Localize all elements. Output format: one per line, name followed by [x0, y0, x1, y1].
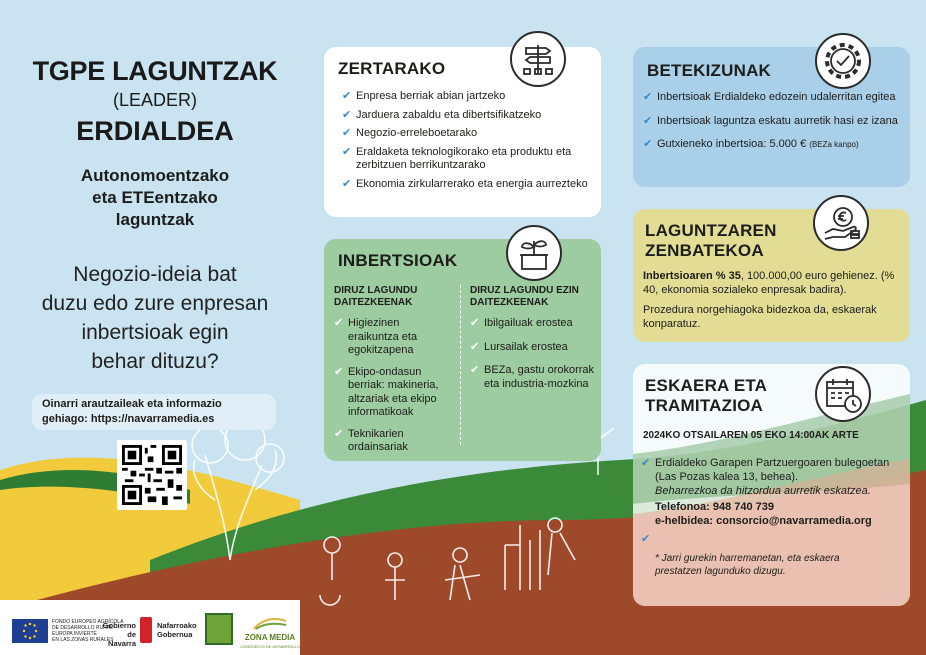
list-item: ✔ Higiezinen eraikuntza eta egokitzapena — [334, 317, 418, 356]
question-text: Negozio-ideia bat duzu edo zure enpresan inbertsioak egin behar dituzu? — [41, 263, 269, 373]
title-region: ERDIALDEA — [76, 116, 234, 146]
footnote-text: * Jarri gurekin harremanetan, eta eskaera prestatzen lagunduko dizugu. — [655, 553, 840, 577]
amount-text: Inbertsioaren % 35, 100.000,00 euro gehienez. (% 40, ekonomia sozialeko enpresak badira). — [643, 270, 895, 296]
procedure-text: Prozedura norgehiagoka bidezkoa da, eskaerak konparatuz. — [643, 304, 877, 330]
info-link-box[interactable]: Oinarri arautzaileak eta informazio gehiago: https://navarramedia.es — [32, 394, 276, 430]
title-leader: (LEADER) — [112, 90, 197, 110]
betekizunak-list — [643, 91, 901, 157]
list-item: ✔ Jarduera zabaldu eta dibertsifikatzeko — [342, 108, 542, 121]
betekizunak-title: BETEKIZUNAK — [647, 61, 772, 80]
signpost-icon — [510, 31, 566, 87]
eu-fund-text: FONDO EUROPEO AGRÍCOLA DE DESARROLLO RURAL: EUROPA INVIERTE EN LAS ZONAS RURALES — [52, 619, 124, 643]
list-item: ✔ Inbertsioak Erdialdeko edozein udalerritan egitea — [643, 91, 896, 103]
inbertsioak-card — [324, 239, 601, 461]
list-item: ✔ Gutxieneko inbertsioa: 5.000 € (BEZa kanpo) — [643, 138, 859, 150]
list-item: ✔ Lursailak erostea — [470, 340, 568, 353]
qr-code-icon — [122, 445, 182, 505]
subtitle: Autonomoentzako eta ETEentzako laguntzak — [80, 166, 230, 229]
non-eligible-list — [470, 317, 595, 396]
leader-logo — [205, 613, 233, 645]
inbertsioak-title: INBERTSIOAK — [338, 251, 458, 270]
list-item: ✔ Inbertsioak laguntza eskatu aurretik hasi ez izana — [643, 114, 898, 127]
zertarako-title: ZERTARAKO — [338, 59, 446, 78]
plant-box-icon — [506, 225, 562, 281]
list-item: ✔ Negozio-erreleboetarako — [342, 127, 478, 139]
deadline-text: 2024KO OTSAILAREN 05 EKO 14:00AK ARTE — [643, 430, 859, 441]
wheat-icon — [250, 615, 290, 631]
qr-code[interactable] — [117, 440, 187, 510]
column-divider — [460, 285, 461, 445]
non-eligible-heading: DIRUZ LAGUNDU EZIN DAITEZKEENAK — [470, 285, 579, 308]
zenbatekoa-title: LAGUNTZAREN ZENBATEKOA — [645, 221, 777, 260]
list-item: ✔ Enpresa berriak abian jartzeko — [342, 90, 506, 102]
zenbatekoa-card — [633, 209, 910, 342]
title-main: TGPE LAGUNTZAK — [32, 56, 278, 86]
gear-check-icon — [815, 33, 871, 89]
list-item: ✔ Ekonomia zirkularrerako eta energia aurrezteko — [342, 177, 588, 190]
list-item: ✔ BEZa, gastu orokorrak eta industria-mozkina — [470, 364, 595, 390]
phone-text[interactable]: Telefonoa: 948 740 739 — [655, 501, 775, 513]
email-text[interactable]: e-helbidea: consorcio@navarramedia.org — [655, 515, 872, 527]
zertarako-card — [324, 47, 601, 217]
gov-nafarroa-text: Nafarroako Gobernua — [157, 621, 197, 639]
euro-hand-icon — [813, 195, 869, 251]
list-item: ✔ Eraldaketa teknologikorako eta produktu eta zerbitzuen berrikuntzarako — [342, 145, 572, 171]
eu-flag-logo — [12, 619, 48, 643]
office-text: ✔ Erdialdeko Garapen Partzuergoaren bulegoetan (Las Pozas kalea 13, behea). Beharrezkoa da hitzordua aurretik eskatzea. — [641, 457, 890, 497]
eligible-heading: DIRUZ LAGUNDU DAITEZKEENAK — [334, 285, 418, 308]
check-icon: ✔ — [641, 457, 651, 469]
gov-navarra-text: Gobierno de Navarra — [102, 621, 136, 648]
betekizunak-card — [633, 47, 910, 187]
zona-media-logo: ZONA MEDIA CONSORCIO DE DESARROLLO — [240, 615, 300, 651]
eskaera-title: ESKAERA ETA TRAMITAZIOA — [645, 376, 768, 415]
calendar-clock-icon — [815, 366, 871, 422]
eskaera-card — [633, 364, 910, 606]
list-item: ✔ Ibilgailuak erostea — [470, 317, 573, 329]
zertarako-list — [342, 90, 592, 196]
logos-strip — [0, 607, 310, 655]
navarra-shield-icon — [140, 617, 152, 643]
check-icon: ✔ — [641, 533, 651, 545]
list-item: ✔ Teknikarien ordainsariak — [334, 427, 408, 453]
list-item: ✔ Ekipo-ondasun berriak: makineria, altzariak eta ekipo informatikoak — [334, 365, 439, 418]
eligible-list — [334, 317, 452, 460]
